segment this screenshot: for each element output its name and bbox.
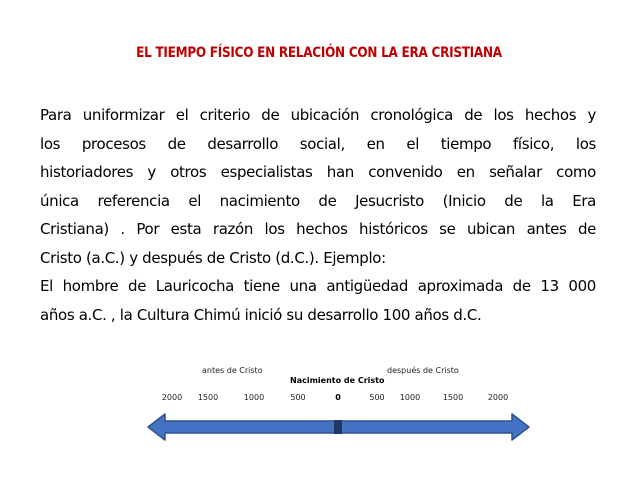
before-christ-label: antes de Cristo <box>202 366 263 375</box>
tick-label: 1500 <box>197 393 219 402</box>
birth-of-christ-label: Nacimiento de Cristo <box>290 376 385 385</box>
tick-label: 500 <box>369 393 385 402</box>
tick-label: 1500 <box>442 393 464 402</box>
tick-label: 2000 <box>161 393 183 402</box>
paragraph-line: años a.C. , la Cultura Chimú inició su desarrollo 100 años d.C. <box>40 305 482 324</box>
paragraph-line: El hombre de Lauricocha tiene una antigüedad aproximada de 13 000 <box>40 277 596 295</box>
paragraph-line: Cristiana) . Por esta razón los hechos históricos se ubican antes de <box>40 220 596 238</box>
tick-label: 500 <box>290 393 306 402</box>
paragraph-line: única referencia el nacimiento de Jesucristo (Inicio de la Era <box>40 191 596 210</box>
year-zero-marker <box>334 420 342 434</box>
tick-label: 0 <box>335 393 341 402</box>
tick-label: 1000 <box>399 393 421 402</box>
paragraph-line: Para uniformizar el criterio de ubicación cronológica de los hechos y <box>40 106 596 124</box>
slide-title: EL TIEMPO FÍSICO EN RELACIÓN CON LA ERA CRISTIANA <box>136 45 502 61</box>
timeline <box>0 350 638 450</box>
paragraph-line: los procesos de desarrollo social, en el tiempo físico, los <box>40 134 596 153</box>
paragraph-line: historiadores y otros especialistas han convenido en señalar como <box>40 163 596 181</box>
double-arrow-icon <box>0 350 638 450</box>
tick-label: 1000 <box>243 393 265 402</box>
tick-label: 2000 <box>487 393 509 402</box>
body-paragraph <box>40 101 596 329</box>
after-christ-label: después de Cristo <box>387 366 459 375</box>
paragraph-line: Cristo (a.C.) y después de Cristo (d.C.). Ejemplo: <box>40 248 386 267</box>
